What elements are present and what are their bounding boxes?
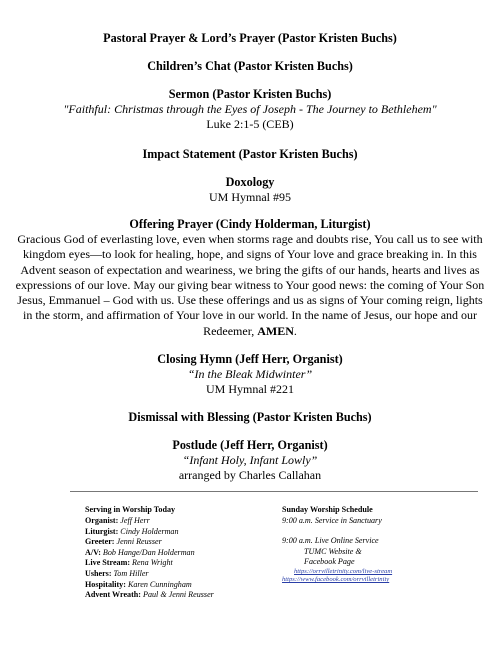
doxology-heading: Doxology [225, 175, 275, 189]
offering-prayer-amen: AMEN [257, 323, 294, 338]
serving-role: Organist: Jeff Herr [85, 516, 150, 526]
schedule-service-sanctuary: 9:00 a.m. Service in Sanctuary [282, 515, 382, 525]
sermon-title: "Faithful: Christmas through the Eyes of Joseph - The Journey to Bethlehem" [63, 102, 437, 116]
offering-prayer-heading: Offering Prayer (Cindy Holderman, Liturgist) [129, 217, 371, 231]
serving-role: Ushers: Tom Hiller [85, 569, 149, 579]
childrens-chat-heading: Children’s Chat (Pastor Kristen Buchs) [147, 59, 353, 73]
doxology-hymnal: UM Hymnal #95 [209, 190, 291, 204]
serving-in-worship [85, 505, 265, 601]
serving-role: Liturgist: Cindy Holderman [85, 526, 179, 536]
postlude-heading: Postlude (Jeff Herr, Organist) [172, 438, 328, 452]
schedule-service-online: 9:00 a.m. Live Online Service [282, 536, 379, 546]
impact-statement-heading: Impact Statement (Pastor Kristen Buchs) [142, 147, 358, 161]
serving-role: Greeter: Jenni Reusser [85, 537, 162, 547]
offering-prayer-text [14, 232, 486, 339]
live-stream-link[interactable]: https://orrvilletrinity.com/live-stream [294, 567, 393, 575]
dismissal-heading: Dismissal with Blessing (Pastor Kristen Buchs) [128, 410, 372, 424]
serving-heading: Serving in Worship Today [85, 505, 176, 514]
closing-hymn-title: “In the Bleak Midwinter” [187, 367, 313, 381]
closing-hymn-hymnal: UM Hymnal #221 [206, 382, 294, 396]
schedule-platform-website: TUMC Website & [304, 546, 362, 556]
facebook-link[interactable]: https://www.facebook.com/orrvilletrinity [282, 575, 390, 583]
worship-schedule [282, 505, 482, 584]
offering-prayer-body: Gracious God of everlasting love, even when storms rage and doubts rise, You call us to see with kingdom eyes—to look for healing, hope, and signs of Your love and grace breaking in. In this Advent season of expectation and weariness, we bring the gifts of our hands, hearts and lives as expressions of our love. May our giving bear witness to Your good news: the coming of Your Son Jesus, Emmanuel – God with us. Use these offerings and us as signs of Your coming reign, lights in the storm, and affirmation of Your love in our world. In the name of Jesus, our hope and our Redeemer, [15, 232, 485, 338]
serving-role: Hospitality: Karen Cunningham [85, 579, 192, 589]
schedule-heading: Sunday Worship Schedule [282, 505, 373, 514]
sermon-heading: Sermon (Pastor Kristen Buchs) [168, 87, 332, 101]
postlude-arranger: arranged by Charles Callahan [178, 468, 322, 482]
sermon-scripture: Luke 2:1-5 (CEB) [206, 117, 294, 131]
serving-role: Live Stream: Rena Wright [85, 558, 173, 568]
footer-divider [70, 491, 478, 492]
serving-role: A/V: Bob Hange/Dan Holderman [85, 547, 195, 557]
schedule-platform-facebook: Facebook Page [304, 557, 355, 567]
postlude-title: “Infant Holy, Infant Lowly” [182, 453, 318, 467]
closing-hymn-heading: Closing Hymn (Jeff Herr, Organist) [157, 352, 343, 366]
serving-role: Advent Wreath: Paul & Jenni Reusser [85, 590, 214, 600]
offering-prayer-end: . [293, 323, 297, 338]
pastoral-prayer-heading: Pastoral Prayer & Lord’s Prayer (Pastor Kristen Buchs) [103, 31, 397, 45]
